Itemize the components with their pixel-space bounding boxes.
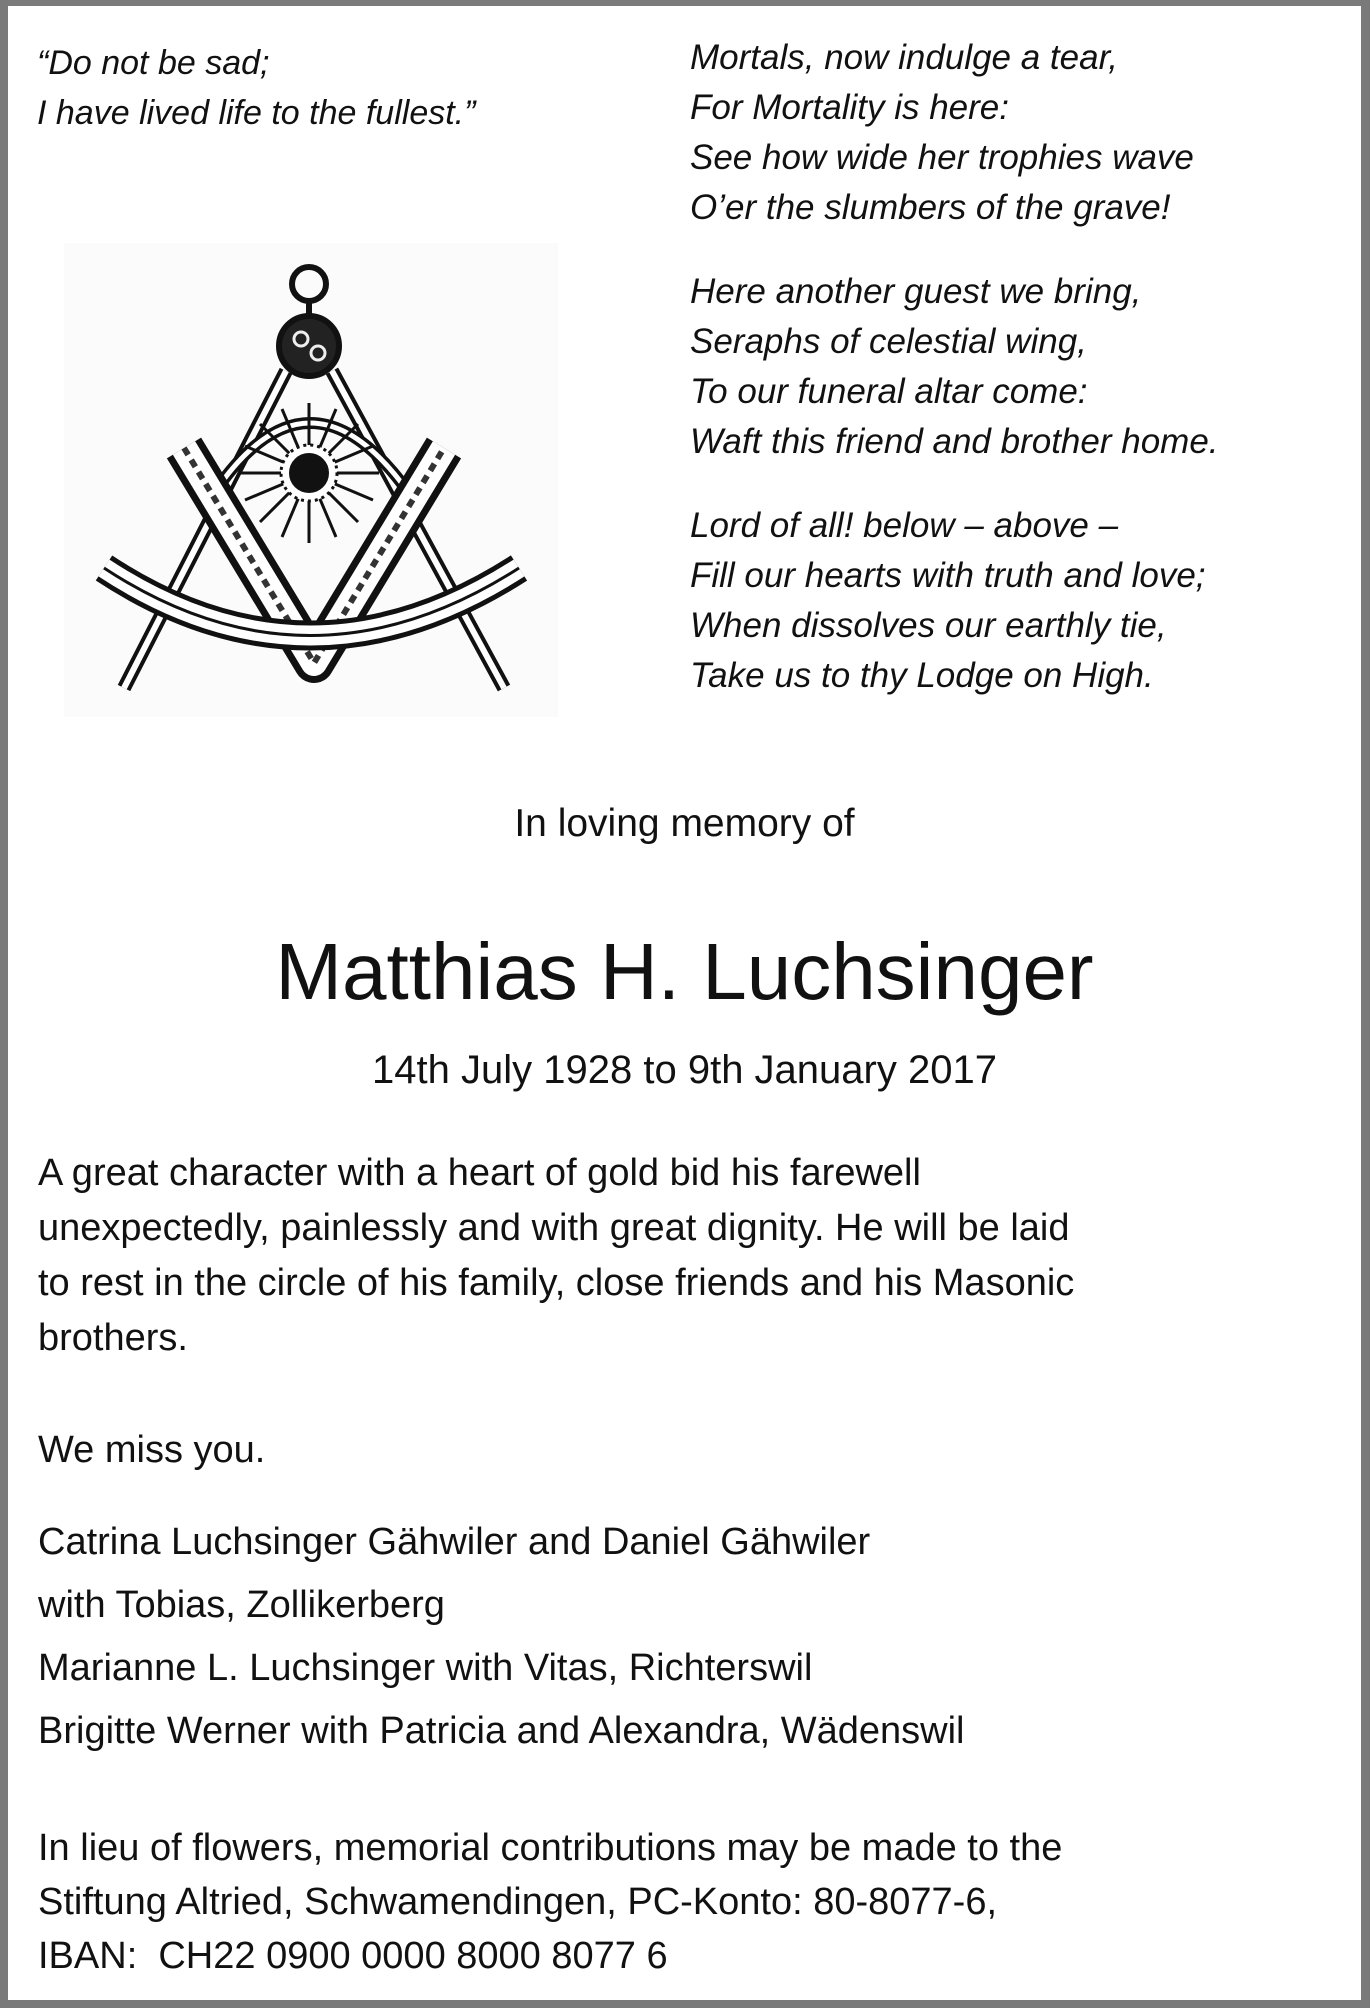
poem-line: Waft this friend and brother home.: [690, 422, 1219, 461]
quote-line: I have lived life to the fullest.”: [37, 94, 476, 132]
poem-stanza-2: [690, 267, 1219, 467]
poem-line: O’er the slumbers of the grave!: [690, 188, 1171, 227]
in-memory-lead: In loving memory of: [514, 802, 855, 845]
mourner: Brigitte Werner with Patricia and Alexandra, Wädenswil: [38, 1710, 965, 1752]
donation-line: In lieu of flowers, memorial contributions may be made to the: [38, 1827, 1063, 1869]
masonic-emblem-icon: [64, 243, 558, 717]
poem-line: See how wide her trophies wave: [690, 138, 1194, 177]
tribute-line: brothers.: [38, 1317, 188, 1359]
closing-line: We miss you.: [38, 1429, 266, 1471]
tribute-line: A great character with a heart of gold bid his farewell: [38, 1152, 921, 1194]
poem-line: When dissolves our earthly tie,: [690, 606, 1167, 645]
donation-info: [38, 1821, 1062, 1983]
quote: [37, 38, 475, 138]
tribute-line: to rest in the circle of his family, close friends and his Masonic: [38, 1262, 1075, 1304]
donation-line: Stiftung Altried, Schwamendingen, PC-Konto: 80-8077-6,: [38, 1881, 998, 1923]
mourners-list: [38, 1511, 965, 1763]
deceased-name: Matthias H. Luchsinger: [275, 927, 1094, 1016]
poem-line: Seraphs of celestial wing,: [690, 322, 1087, 361]
mourner: Marianne L. Luchsinger with Vitas, Richterswil: [38, 1647, 813, 1689]
obituary-page: [8, 6, 1361, 2000]
poem-line: For Mortality is here:: [690, 88, 1009, 127]
life-dates: 14th July 1928 to 9th January 2017: [372, 1048, 997, 1092]
mourner: with Tobias, Zollikerberg: [38, 1584, 445, 1626]
poem-line: Lord of all! below – above –: [690, 506, 1119, 545]
quote-line: “Do not be sad;: [37, 44, 270, 82]
mourner: Catrina Luchsinger Gähwiler and Daniel Gähwiler: [38, 1521, 871, 1563]
poem-stanza-1: [690, 33, 1194, 233]
poem-stanza-3: [690, 501, 1206, 701]
tribute-line: unexpectedly, painlessly and with great dignity. He will be laid: [38, 1207, 1070, 1249]
tribute-paragraph: [38, 1146, 1074, 1366]
donation-line: IBAN: CH22 0900 0000 8000 8077 6: [38, 1935, 668, 1977]
poem-line: Here another guest we bring,: [690, 272, 1142, 311]
poem-line: To our funeral altar come:: [690, 372, 1088, 411]
poem-line: Fill our hearts with truth and love;: [690, 556, 1206, 595]
poem-line: Take us to thy Lodge on High.: [690, 656, 1154, 695]
poem-line: Mortals, now indulge a tear,: [690, 38, 1119, 77]
